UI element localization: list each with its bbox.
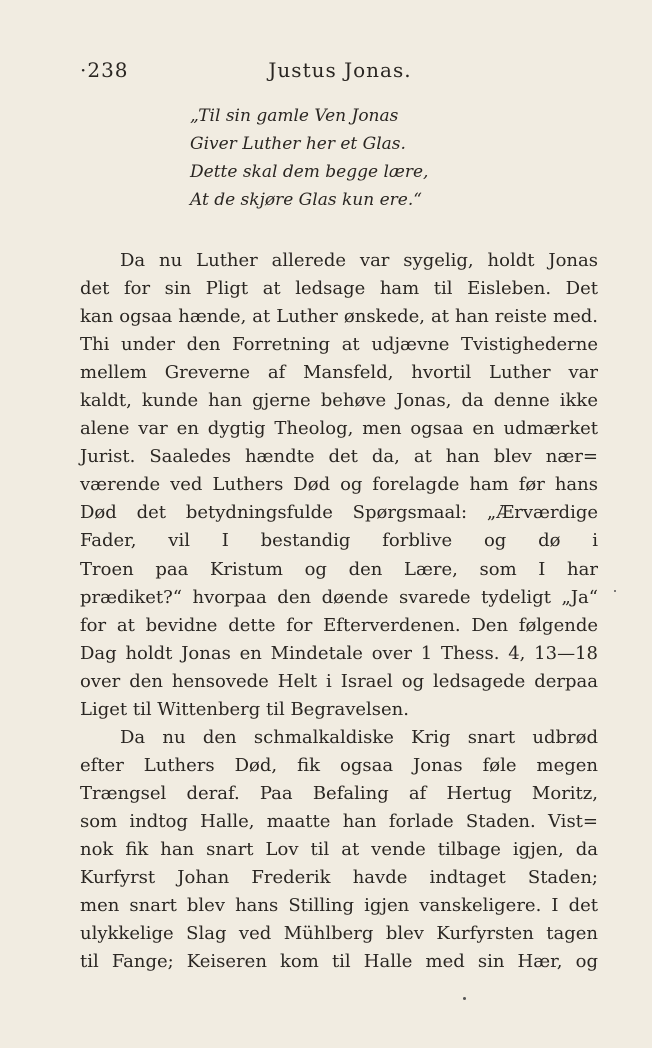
text-line: for at bevidne dette for Efterverdenen. Den følgende [80,614,598,636]
verse-line: At de skjøre Glas kun ere.“ [190,190,422,210]
page-number: ·238 [80,58,129,82]
text-line: alene var en dygtig Theolog, men ogsaa en udmærket [80,418,598,440]
text-line: Jurist. Saaledes hændte det da, at han blev nær= [80,446,598,468]
text-line: som indtog Halle, maatte han forlade Staden. Vist= [80,810,598,832]
text-line: nok fik han snart Lov til at vende tilbage igjen, da [80,838,598,860]
text-line: Dag holdt Jonas en Mindetale over 1 Thess. 4, 13—18 [80,642,598,664]
verse-line: „Til sin gamle Ven Jonas [190,106,399,126]
text-line: over den hensovede Helt i Israel og ledsagede derpaa [80,670,598,692]
text-line: kan ogsaa hænde, at Luther ønskede, at han reiste med. [80,306,598,328]
text-line: Da nu Luther allerede var sygelig, holdt Jonas [120,250,598,271]
text-line: ulykkelige Slag ved Mühlberg blev Kurfyrsten tagen [80,923,598,945]
text-line: prædiket?“ hvorpaa den døende svarede tydeligt „Ja“ [80,586,598,608]
text-line: Thi under den Forretning at udjævne Tvistighederne [80,334,598,356]
page-header [80,58,600,88]
verse-line: Giver Luther her et Glas. [190,134,406,154]
text-line: Liget til Wittenberg til Begravelsen. [80,698,409,720]
text-line: til Fange; Keiseren kom til Halle med sin Hær, og [80,951,598,973]
text-line: efter Luthers Død, fik ogsaa Jonas føle megen [80,754,598,776]
text-line: værende ved Luthers Død og forelagde ham før hans [80,474,598,496]
body-text [80,247,598,976]
text-line: Da nu den schmalkaldiske Krig snart udbrød [120,726,598,748]
text-line: Fader, vil I bestandig forblive og dø i [80,530,598,552]
text-line: Trængsel deraf. Paa Befaling af Hertug Moritz, [80,782,598,804]
verse-block [190,102,490,214]
verse-line: Dette skal dem begge lære, [190,162,429,182]
text-line: det for sin Pligt at ledsage ham til Eisleben. Det [80,278,598,300]
text-line: men snart blev hans Stilling igjen vanskeligere. I det [80,895,598,917]
text-line: mellem Greverne af Mansfeld, hvortil Luther var [80,362,598,384]
text-line: kaldt, kunde han gjerne behøve Jonas, da denne ikke [80,390,598,412]
text-line: Død det betydningsfulde Spørgsmaal: „Ærværdige [80,502,598,524]
paper-speck [614,590,616,592]
text-line: Troen paa Kristum og den Lære, som I har [80,558,598,580]
text-line: Kurfyrst Johan Frederik havde indtaget Staden; [80,867,598,889]
running-head: Justus Jonas. [268,58,412,82]
paper-speck [463,997,466,1000]
